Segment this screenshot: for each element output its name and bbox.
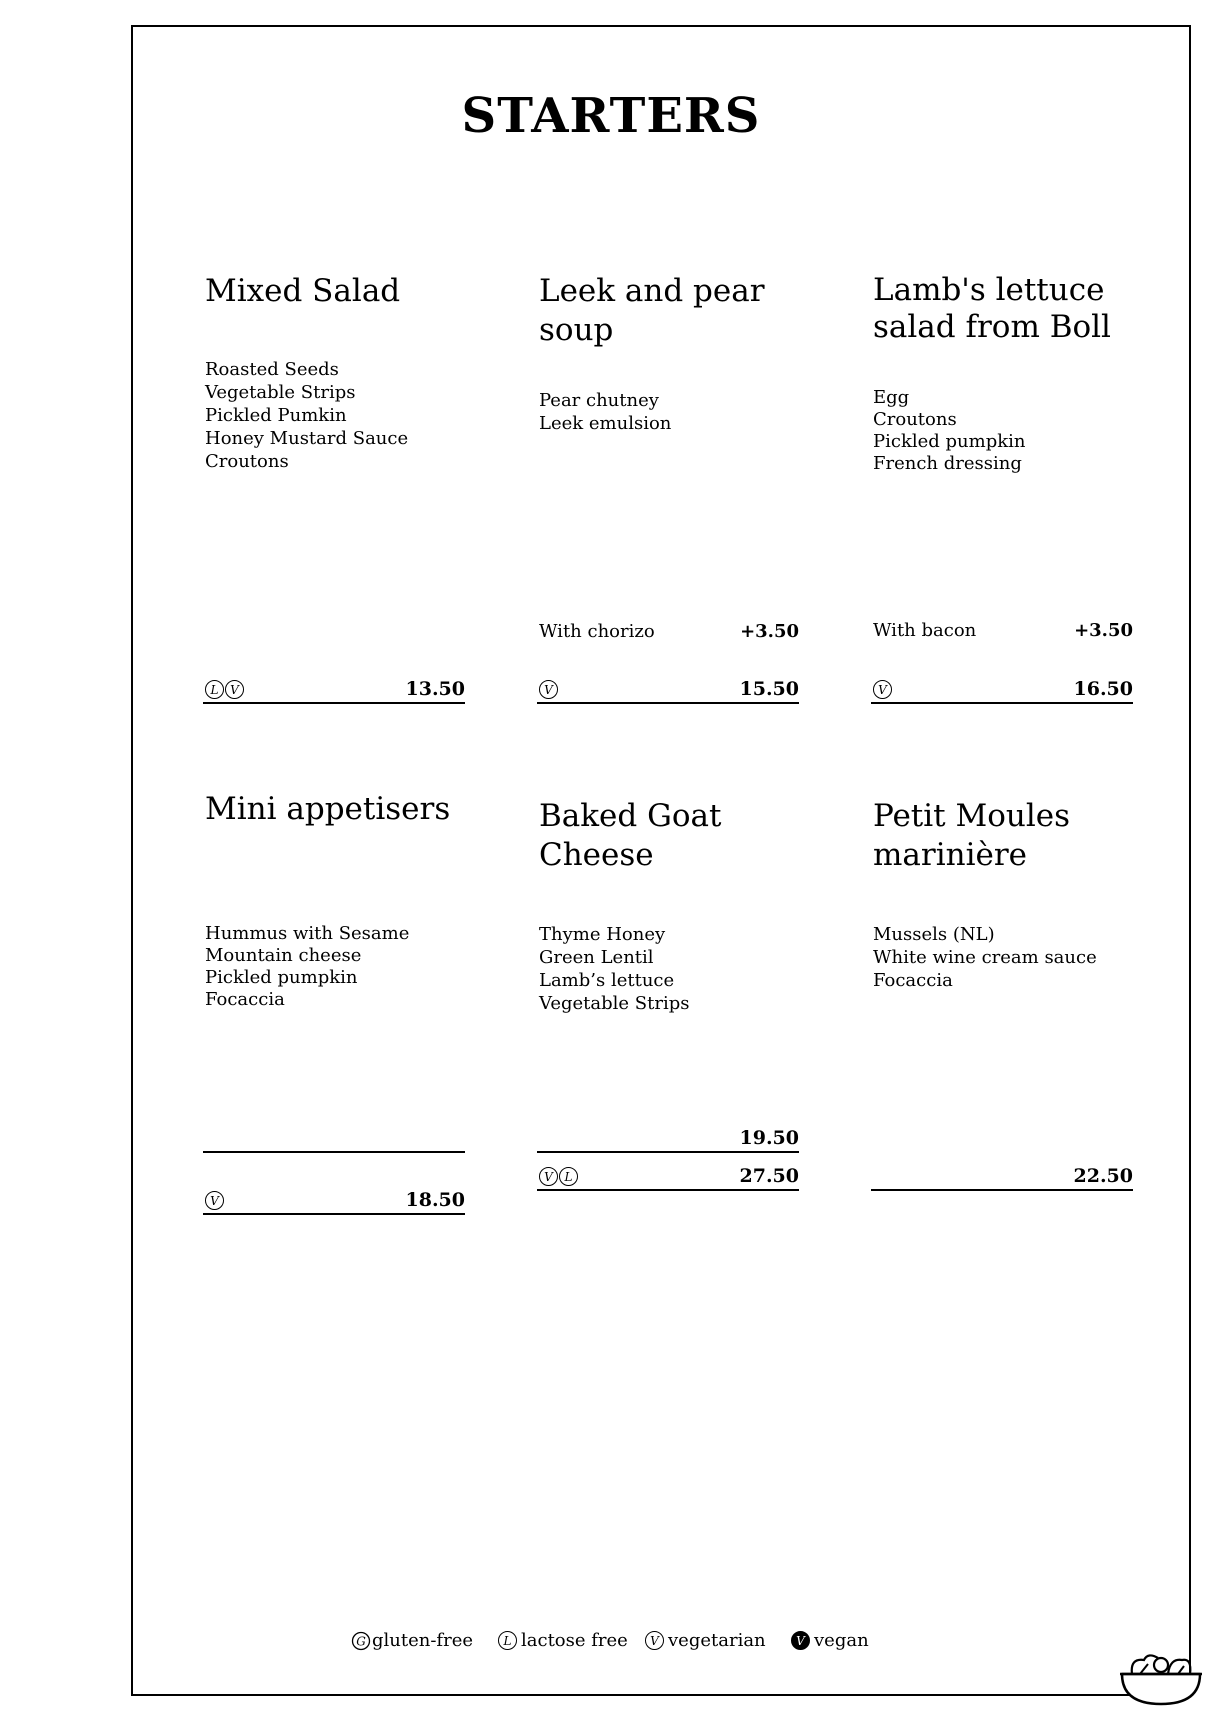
- dish-petit-moules-mariniere: [873, 797, 1133, 1187]
- ingredient-list: [873, 923, 1097, 992]
- extra-label: With chorizo: [539, 621, 655, 642]
- lactose-free-icon: L: [205, 680, 224, 699]
- dish-price: 22.50: [1073, 1165, 1133, 1187]
- vegetarian-icon: V: [873, 680, 892, 699]
- ingredient: Croutons: [205, 451, 289, 472]
- ingredient-list: [539, 923, 689, 1015]
- svg-text:G: G: [356, 1634, 366, 1648]
- ingredient: Pickled Pumkin: [205, 405, 347, 426]
- legend-label: vegetarian: [668, 1630, 766, 1651]
- price-line: [871, 1163, 1133, 1191]
- extra-option: [873, 620, 1133, 642]
- upper-price-line: [537, 1125, 799, 1153]
- ingredient: Vegetable Strips: [539, 993, 690, 1014]
- ingredient: Mussels (NL): [873, 924, 995, 945]
- dish-leek-pear-soup: [539, 272, 799, 700]
- vegan-icon: V: [791, 1631, 810, 1650]
- ingredient: Croutons: [873, 409, 957, 430]
- ingredient: Pickled pumpkin: [205, 967, 358, 988]
- ingredient: Leek emulsion: [539, 413, 672, 434]
- vegetarian-icon: V: [539, 1167, 558, 1186]
- legend-label: vegan: [814, 1630, 869, 1651]
- dish-lambs-lettuce-salad: [873, 272, 1133, 700]
- diet-badges: [539, 680, 558, 699]
- ingredient: Focaccia: [873, 970, 953, 991]
- extra-label: With bacon: [873, 620, 977, 641]
- ingredient-list: [539, 389, 671, 435]
- dish-name: Lamb's lettuce salad from Boll: [873, 272, 1111, 345]
- vegetarian-icon: V: [645, 1631, 664, 1650]
- ingredient-list: [873, 387, 1025, 475]
- vegetarian-icon: V: [205, 1191, 224, 1210]
- ingredient: Roasted Seeds: [205, 359, 339, 380]
- vegetarian-icon: V: [539, 680, 558, 699]
- vegetarian-icon: V: [225, 680, 244, 699]
- price-line: [537, 676, 799, 704]
- ingredient: Honey Mustard Sauce: [205, 428, 409, 449]
- extra-price: +3.50: [1074, 620, 1133, 641]
- ingredient: Green Lentil: [539, 947, 654, 968]
- dish-price: 18.50: [405, 1189, 465, 1211]
- page-title: STARTERS: [461, 88, 761, 144]
- dish-price: 13.50: [405, 678, 465, 700]
- extra-option: [539, 621, 799, 643]
- ingredient-list: [205, 358, 408, 473]
- diet-badges: [205, 680, 244, 699]
- price-line: [203, 676, 465, 704]
- price-line: [871, 676, 1133, 704]
- dish-name: Leek and pear soup: [539, 273, 765, 348]
- ingredient: Thyme Honey: [539, 924, 666, 945]
- legend-label: gluten-free: [372, 1630, 474, 1651]
- dish-name: Baked Goat Cheese: [539, 798, 722, 873]
- legend-lactose-free: [498, 1630, 628, 1651]
- diet-badges: [873, 680, 892, 699]
- gluten-free-icon: [351, 1631, 371, 1650]
- dish-price-small: 19.50: [739, 1127, 799, 1149]
- ingredient: Pear chutney: [539, 390, 659, 411]
- price-line: [203, 1187, 465, 1215]
- lactose-free-icon: L: [498, 1631, 517, 1650]
- ingredient: Pickled pumpkin: [873, 431, 1026, 452]
- divider-line: [203, 1138, 465, 1153]
- ingredient: Hummus with Sesame: [205, 923, 410, 944]
- ingredient: Focaccia: [205, 989, 285, 1010]
- dish-price: 15.50: [739, 678, 799, 700]
- dish-baked-goat-cheese: [539, 797, 799, 1187]
- legend-label: lactose free: [521, 1630, 628, 1651]
- dish-name: Mini appetisers: [205, 791, 451, 827]
- dish-mini-appetisers: [205, 790, 465, 1211]
- ingredient: Vegetable Strips: [205, 382, 356, 403]
- extra-price: +3.50: [740, 621, 799, 642]
- legend-vegetarian: [645, 1630, 766, 1651]
- diet-legend: [0, 1630, 1222, 1660]
- dish-price: 27.50: [739, 1165, 799, 1187]
- ingredient: Mountain cheese: [205, 945, 362, 966]
- ingredient: French dressing: [873, 453, 1022, 474]
- legend-vegan: [791, 1630, 869, 1651]
- dish-mixed-salad: [205, 272, 465, 700]
- price-line: [537, 1163, 799, 1191]
- salad-bowl-icon: [1118, 1648, 1204, 1708]
- ingredient-list: [205, 923, 409, 1011]
- legend-gluten-free: [351, 1630, 473, 1651]
- diet-badges: [539, 1167, 578, 1186]
- dish-name: Petit Moules marinière: [873, 798, 1071, 873]
- ingredient: Egg: [873, 387, 910, 408]
- lactose-free-icon: L: [559, 1167, 578, 1186]
- diet-badges: [205, 1191, 224, 1210]
- dish-name: Mixed Salad: [205, 273, 401, 309]
- ingredient: White wine cream sauce: [873, 947, 1097, 968]
- dish-price: 16.50: [1073, 678, 1133, 700]
- ingredient: Lamb’s lettuce: [539, 970, 675, 991]
